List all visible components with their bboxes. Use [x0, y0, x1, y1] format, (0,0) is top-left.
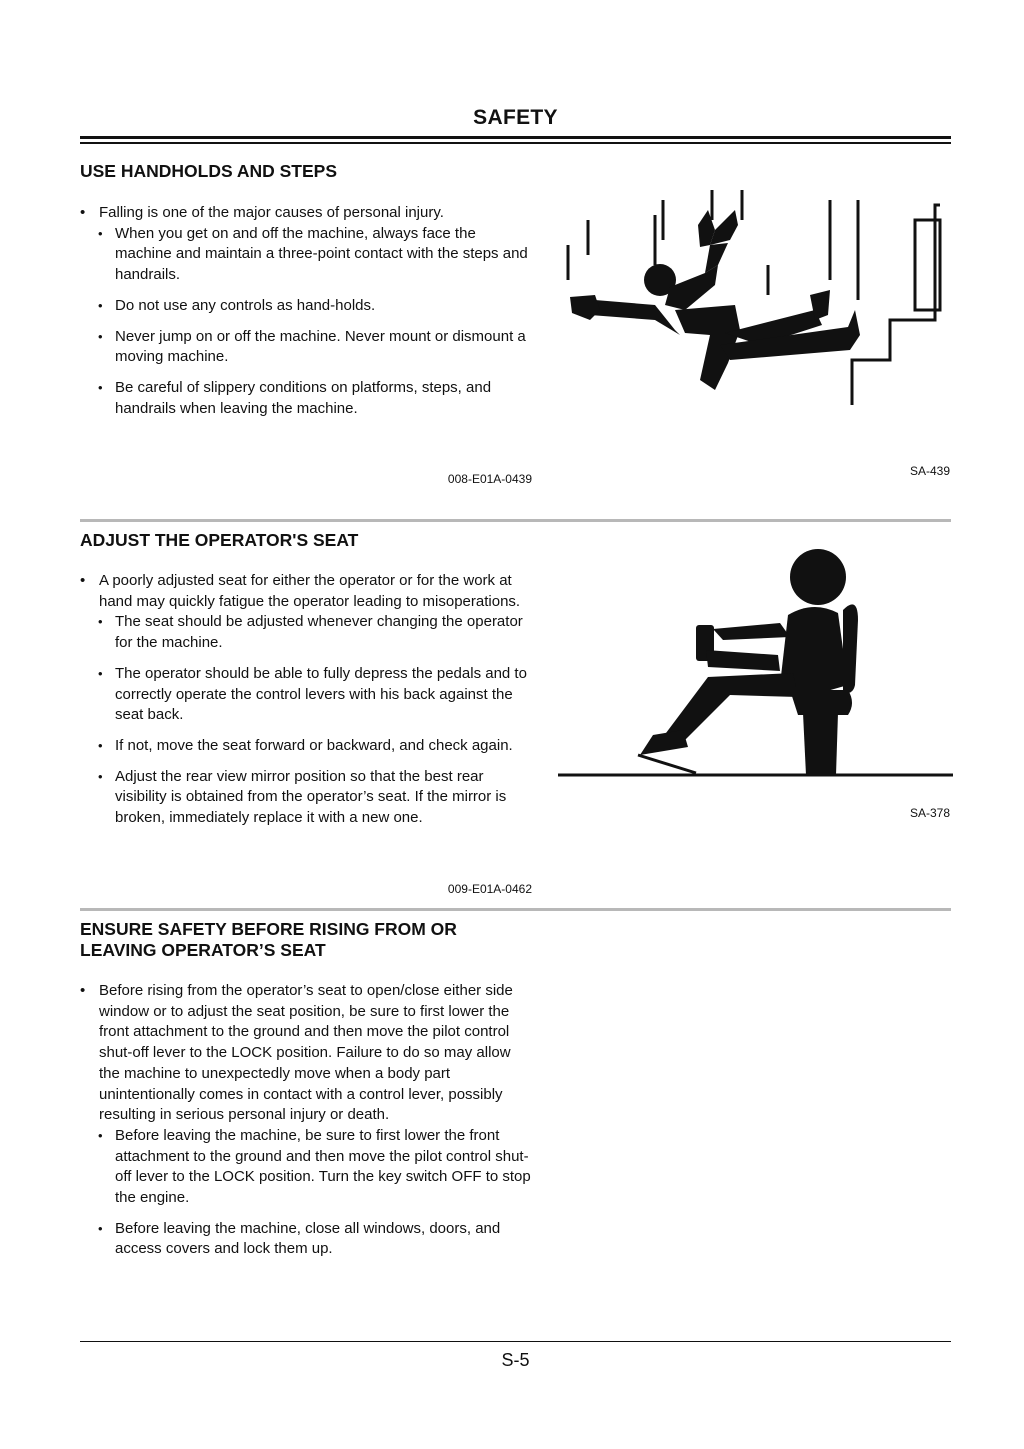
steps: [852, 205, 940, 405]
section-heading-handholds: USE HANDHOLDS AND STEPS: [80, 161, 338, 181]
page-number: S-5: [501, 1350, 530, 1370]
sub-bullet-item: • Adjust the rear view mirror position so that the best rear visibility is obtained from the operator’s seat. If the mirror is broken, immediately replace it with a new one.: [98, 767, 507, 827]
figure-label: SA-439: [910, 464, 951, 478]
seated-operator-illustration: [558, 545, 953, 780]
section-divider: [80, 908, 951, 911]
sub-bullet-item: • The operator should be able to fully depress the pedals and to correctly operate the control levers with his back against the seat back.: [98, 664, 527, 724]
sub-bullet-item: • Before leaving the machine, be sure to first lower the front attachment to the ground and then move the pilot control shut-off lever to the LOCK position. Turn the key switch OFF to stop the engine.: [98, 1126, 531, 1207]
bullet-item: • Falling is one of the major causes of personal injury.: [80, 204, 444, 221]
page-title: SAFETY: [473, 106, 558, 129]
sub-bullet-item: • When you get on and off the machine, always face the machine and maintain a three-point contact with the steps and handrails.: [98, 224, 528, 284]
bullet-item: • Before rising from the operator’s seat to open/close either side window or to adjust the seat position, be sure to first lower the front attachment to the ground and then move the pilot control shut-off lever to the LOCK position. Failure to do so may allow the machine to unexpectedly move when a body part unintentionally comes in contact with a control lever, possibly resulting in serious personal injury or death.: [80, 982, 513, 1124]
section-body-handholds: [80, 203, 532, 419]
falling-person-illustration: [560, 185, 955, 415]
sub-bullet-item: • Before leaving the machine, close all windows, doors, and access covers and lock them up.: [98, 1219, 501, 1258]
sub-bullet-item: • The seat should be adjusted whenever changing the operator for the machine.: [98, 613, 523, 652]
sub-bullet-item: • Never jump on or off the machine. Never mount or dismount a moving machine.: [98, 327, 526, 366]
section-body-leaving-seat: [80, 981, 532, 1260]
section-divider: [80, 519, 951, 522]
section-code: 008-E01A-0439: [447, 472, 532, 486]
footer-rule: [80, 1341, 951, 1342]
section-heading-leaving-seat: ENSURE SAFETY BEFORE RISING FROM OR LEAVING OPERATOR’S SEAT: [80, 919, 457, 960]
title-double-rule: [80, 136, 951, 145]
section-body-seat: [80, 571, 532, 829]
sub-bullet-item: • If not, move the seat forward or backward, and check again.: [98, 736, 513, 754]
operator-silhouette: [640, 549, 858, 775]
figure-label: SA-378: [910, 806, 951, 820]
pedal: [638, 755, 696, 773]
sub-bullet-item: • Do not use any controls as hand-holds.: [98, 296, 376, 314]
section-heading-seat: ADJUST THE OPERATOR'S SEAT: [80, 530, 359, 550]
section-code: 009-E01A-0462: [447, 882, 532, 896]
person-silhouette: [570, 210, 860, 390]
bullet-item: • A poorly adjusted seat for either the operator or for the work at hand may quickly fatigue the operator leading to misoperations.: [80, 572, 521, 610]
sub-bullet-item: • Be careful of slippery conditions on platforms, steps, and handrails when leaving the machine.: [98, 378, 492, 417]
